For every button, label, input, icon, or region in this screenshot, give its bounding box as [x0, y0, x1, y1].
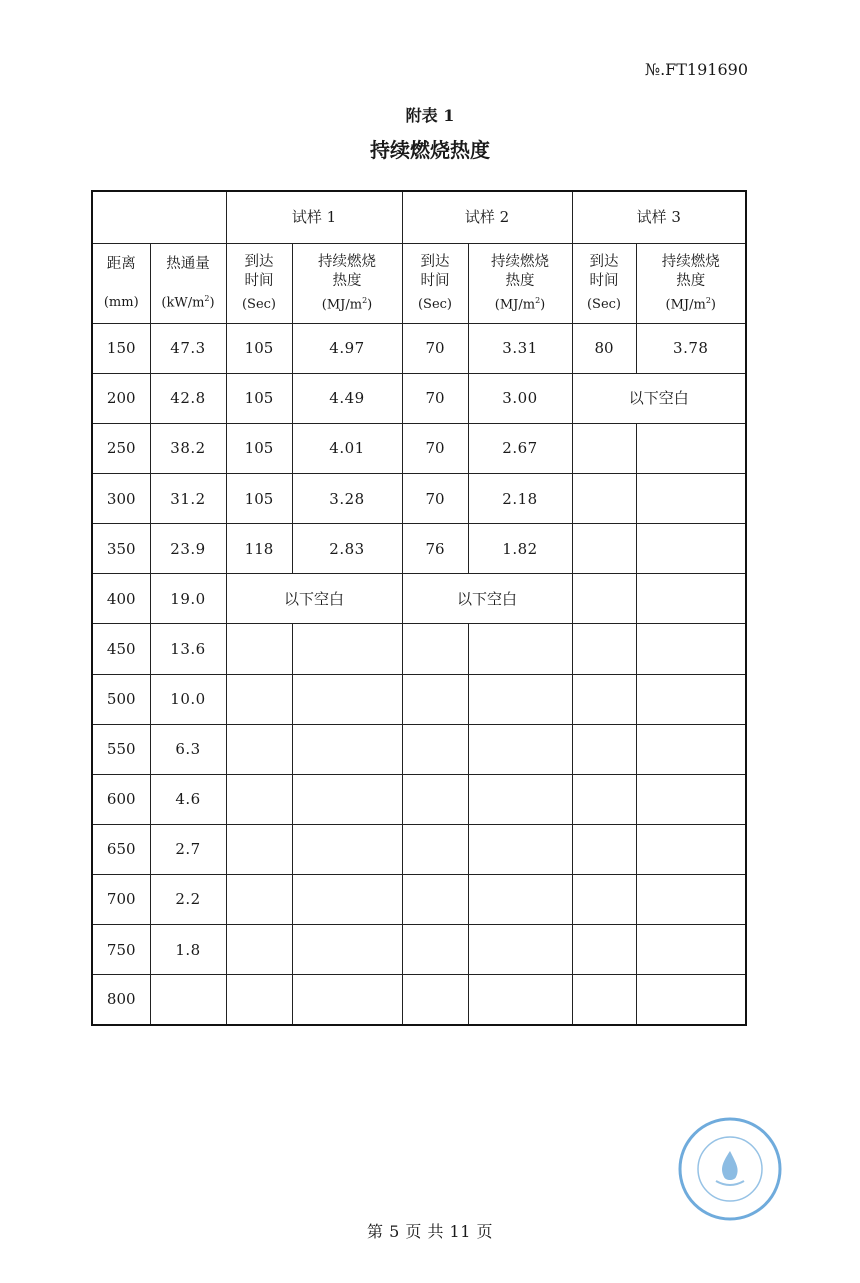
empty-cell: [572, 925, 636, 975]
heat-header-1: 持续燃烧 热度 $(MJ/m^2)$: [292, 243, 402, 323]
empty-cell: [636, 674, 746, 724]
empty-cell: [636, 624, 746, 674]
distance-cell: 400: [92, 574, 150, 624]
heat-cell: 3.78: [636, 323, 746, 373]
heat-cell: 2.83: [292, 524, 402, 574]
empty-cell: [226, 774, 292, 824]
distance-header: [92, 243, 150, 323]
time-cell: 76: [402, 524, 468, 574]
empty-cell: [226, 824, 292, 874]
distance-cell: 200: [92, 373, 150, 423]
time-cell: 70: [402, 373, 468, 423]
empty-cell: [468, 724, 572, 774]
distance-cell: 550: [92, 724, 150, 774]
empty-cell: [468, 975, 572, 1025]
empty-cell: [292, 824, 402, 874]
distance-cell: 700: [92, 875, 150, 925]
flux-label: 热通量: [166, 255, 210, 272]
empty-cell: [572, 574, 636, 624]
appendix-label: 附表 1: [405, 106, 455, 125]
flux-cell: 31.2: [150, 474, 226, 524]
empty-cell: [572, 724, 636, 774]
time-cell: 105: [226, 373, 292, 423]
empty-cell: [468, 824, 572, 874]
empty-cell: [226, 875, 292, 925]
flux-cell: 2.7: [150, 824, 226, 874]
heat-cell: 3.28: [292, 474, 402, 524]
heat-data-table: [91, 190, 747, 1026]
table-row: [92, 574, 746, 624]
empty-cell: [226, 975, 292, 1025]
empty-cell: [292, 674, 402, 724]
table-row: [92, 925, 746, 975]
empty-cell: [636, 574, 746, 624]
sample-1-header: 试样 1: [226, 191, 402, 243]
empty-cell: [292, 925, 402, 975]
empty-cell: [468, 925, 572, 975]
heat-cell: 4.97: [292, 323, 402, 373]
distance-cell: 750: [92, 925, 150, 975]
heat-cell: 4.01: [292, 424, 402, 474]
time-cell: 80: [572, 323, 636, 373]
distance-cell: 150: [92, 323, 150, 373]
empty-cell: [292, 975, 402, 1025]
time-header-3: 到达 时间 (Sec): [572, 243, 636, 323]
page-footer: 第 5 页 共 11 页: [367, 1222, 493, 1241]
distance-cell: 300: [92, 474, 150, 524]
empty-cell: [292, 774, 402, 824]
table-row: [92, 323, 746, 373]
flux-cell: [150, 975, 226, 1025]
empty-cell: [292, 724, 402, 774]
header-corner-cell: [92, 191, 226, 243]
table-row: [92, 424, 746, 474]
distance-label: 距离: [106, 255, 136, 272]
official-seal: [676, 1115, 784, 1223]
table-row: [92, 975, 746, 1025]
table-row: [92, 624, 746, 674]
empty-cell: [402, 674, 468, 724]
table-row: [92, 724, 746, 774]
empty-cell: [636, 524, 746, 574]
flux-cell: 13.6: [150, 624, 226, 674]
flux-cell: 23.9: [150, 524, 226, 574]
empty-cell: [468, 624, 572, 674]
empty-cell: [468, 875, 572, 925]
heat-cell: 1.82: [468, 524, 572, 574]
blank-note-sample-1: 以下空白: [226, 574, 402, 624]
table-row: [92, 875, 746, 925]
empty-cell: [636, 975, 746, 1025]
heat-header-2: 持续燃烧 热度 $(MJ/m^2)$: [468, 243, 572, 323]
distance-unit: (mm): [103, 295, 139, 311]
empty-cell: [572, 424, 636, 474]
header-row-samples: [92, 191, 746, 243]
empty-cell: [636, 875, 746, 925]
flux-cell: 4.6: [150, 774, 226, 824]
blank-note-sample-3: 以下空白: [572, 373, 746, 423]
time-cell: 105: [226, 424, 292, 474]
time-header-2: 到达 时间 (Sec): [402, 243, 468, 323]
empty-cell: [636, 724, 746, 774]
empty-cell: [226, 724, 292, 774]
empty-cell: [572, 474, 636, 524]
table-row: [92, 824, 746, 874]
table-row: [92, 373, 746, 423]
flux-cell: 42.8: [150, 373, 226, 423]
flux-cell: 6.3: [150, 724, 226, 774]
empty-cell: [572, 975, 636, 1025]
heat-cell: 2.18: [468, 474, 572, 524]
heat-cell: 2.67: [468, 424, 572, 474]
table-row: [92, 474, 746, 524]
empty-cell: [468, 774, 572, 824]
report-number: №.FT191690: [644, 60, 748, 79]
empty-cell: [402, 624, 468, 674]
empty-cell: [636, 824, 746, 874]
blank-note-sample-2: 以下空白: [402, 574, 572, 624]
distance-cell: 500: [92, 674, 150, 724]
empty-cell: [402, 774, 468, 824]
empty-cell: [636, 424, 746, 474]
empty-cell: [226, 624, 292, 674]
flux-cell: 47.3: [150, 323, 226, 373]
table-row: [92, 524, 746, 574]
page-title: 持续燃烧热度: [370, 138, 490, 162]
flux-cell: 10.0: [150, 674, 226, 724]
distance-cell: 350: [92, 524, 150, 574]
empty-cell: [572, 674, 636, 724]
empty-cell: [402, 975, 468, 1025]
table-row: [92, 674, 746, 724]
empty-cell: [402, 824, 468, 874]
flux-cell: 38.2: [150, 424, 226, 474]
time-cell: 70: [402, 323, 468, 373]
distance-cell: 650: [92, 824, 150, 874]
time-cell: 70: [402, 474, 468, 524]
empty-cell: [402, 724, 468, 774]
empty-cell: [402, 925, 468, 975]
empty-cell: [636, 925, 746, 975]
empty-cell: [226, 674, 292, 724]
time-cell: 105: [226, 323, 292, 373]
table-row: [92, 774, 746, 824]
heat-cell: 3.31: [468, 323, 572, 373]
distance-cell: 250: [92, 424, 150, 474]
heat-cell: 3.00: [468, 373, 572, 423]
heat-cell: 4.49: [292, 373, 402, 423]
empty-cell: [636, 474, 746, 524]
empty-cell: [226, 925, 292, 975]
sample-3-header: 试样 3: [572, 191, 746, 243]
header-row-columns: [92, 243, 746, 323]
time-cell: 105: [226, 474, 292, 524]
empty-cell: [402, 875, 468, 925]
empty-cell: [292, 624, 402, 674]
empty-cell: [468, 674, 572, 724]
flux-unit: $(kW/m^2)$: [161, 294, 215, 311]
flux-header: [150, 243, 226, 323]
empty-cell: [572, 774, 636, 824]
empty-cell: [572, 624, 636, 674]
time-cell: 70: [402, 424, 468, 474]
empty-cell: [572, 875, 636, 925]
distance-cell: 450: [92, 624, 150, 674]
time-cell: 118: [226, 524, 292, 574]
time-header-1: 到达 时间 (Sec): [226, 243, 292, 323]
sample-2-header: 试样 2: [402, 191, 572, 243]
flux-cell: 2.2: [150, 875, 226, 925]
flux-cell: 19.0: [150, 574, 226, 624]
flux-cell: 1.8: [150, 925, 226, 975]
empty-cell: [572, 524, 636, 574]
heat-header-3: 持续燃烧 热度 $(MJ/m^2)$: [636, 243, 746, 323]
distance-cell: 800: [92, 975, 150, 1025]
distance-cell: 600: [92, 774, 150, 824]
empty-cell: [572, 824, 636, 874]
empty-cell: [636, 774, 746, 824]
empty-cell: [292, 875, 402, 925]
